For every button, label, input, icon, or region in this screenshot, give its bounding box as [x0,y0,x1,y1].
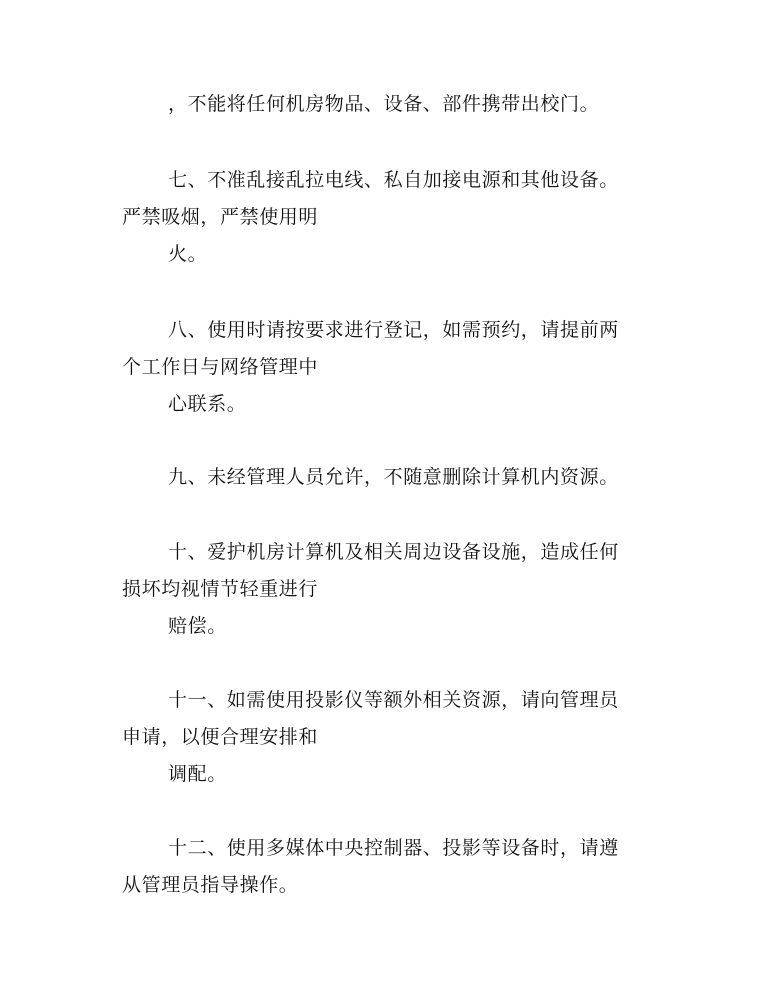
text-line: 从管理员指导操作。 [122,874,299,896]
text-line: 严禁吸烟，严禁使用明 [122,206,319,228]
text-line: ，不能将任何机房物品、设备、部件携带出校门。 [168,93,600,115]
text-line: 十二、使用多媒体中央控制器、投影等设备时，请遵 [168,837,619,859]
text-line: 心联系。 [168,393,247,415]
text-line: 个工作日与网络管理中 [122,356,319,378]
text-line: 调配。 [168,763,227,785]
text-line: 申请，以便合理安排和 [122,726,319,748]
text-line: 九、未经管理人员允许，不随意删除计算机内资源。 [168,466,619,488]
text-line: 十一、如需使用投影仪等额外相关资源，请向管理员 [168,689,619,711]
text-line: 损坏均视情节轻重进行 [122,578,319,600]
text-line: 七、不准乱接乱拉电线、私自加接电源和其他设备。 [168,169,619,191]
text-line: 八、使用时请按要求进行登记，如需预约，请提前两 [168,319,619,341]
text-line: 赔偿。 [168,615,227,637]
text-line: 十、爱护机房计算机及相关周边设备设施，造成任何 [168,541,619,563]
text-line: 火。 [168,243,208,265]
